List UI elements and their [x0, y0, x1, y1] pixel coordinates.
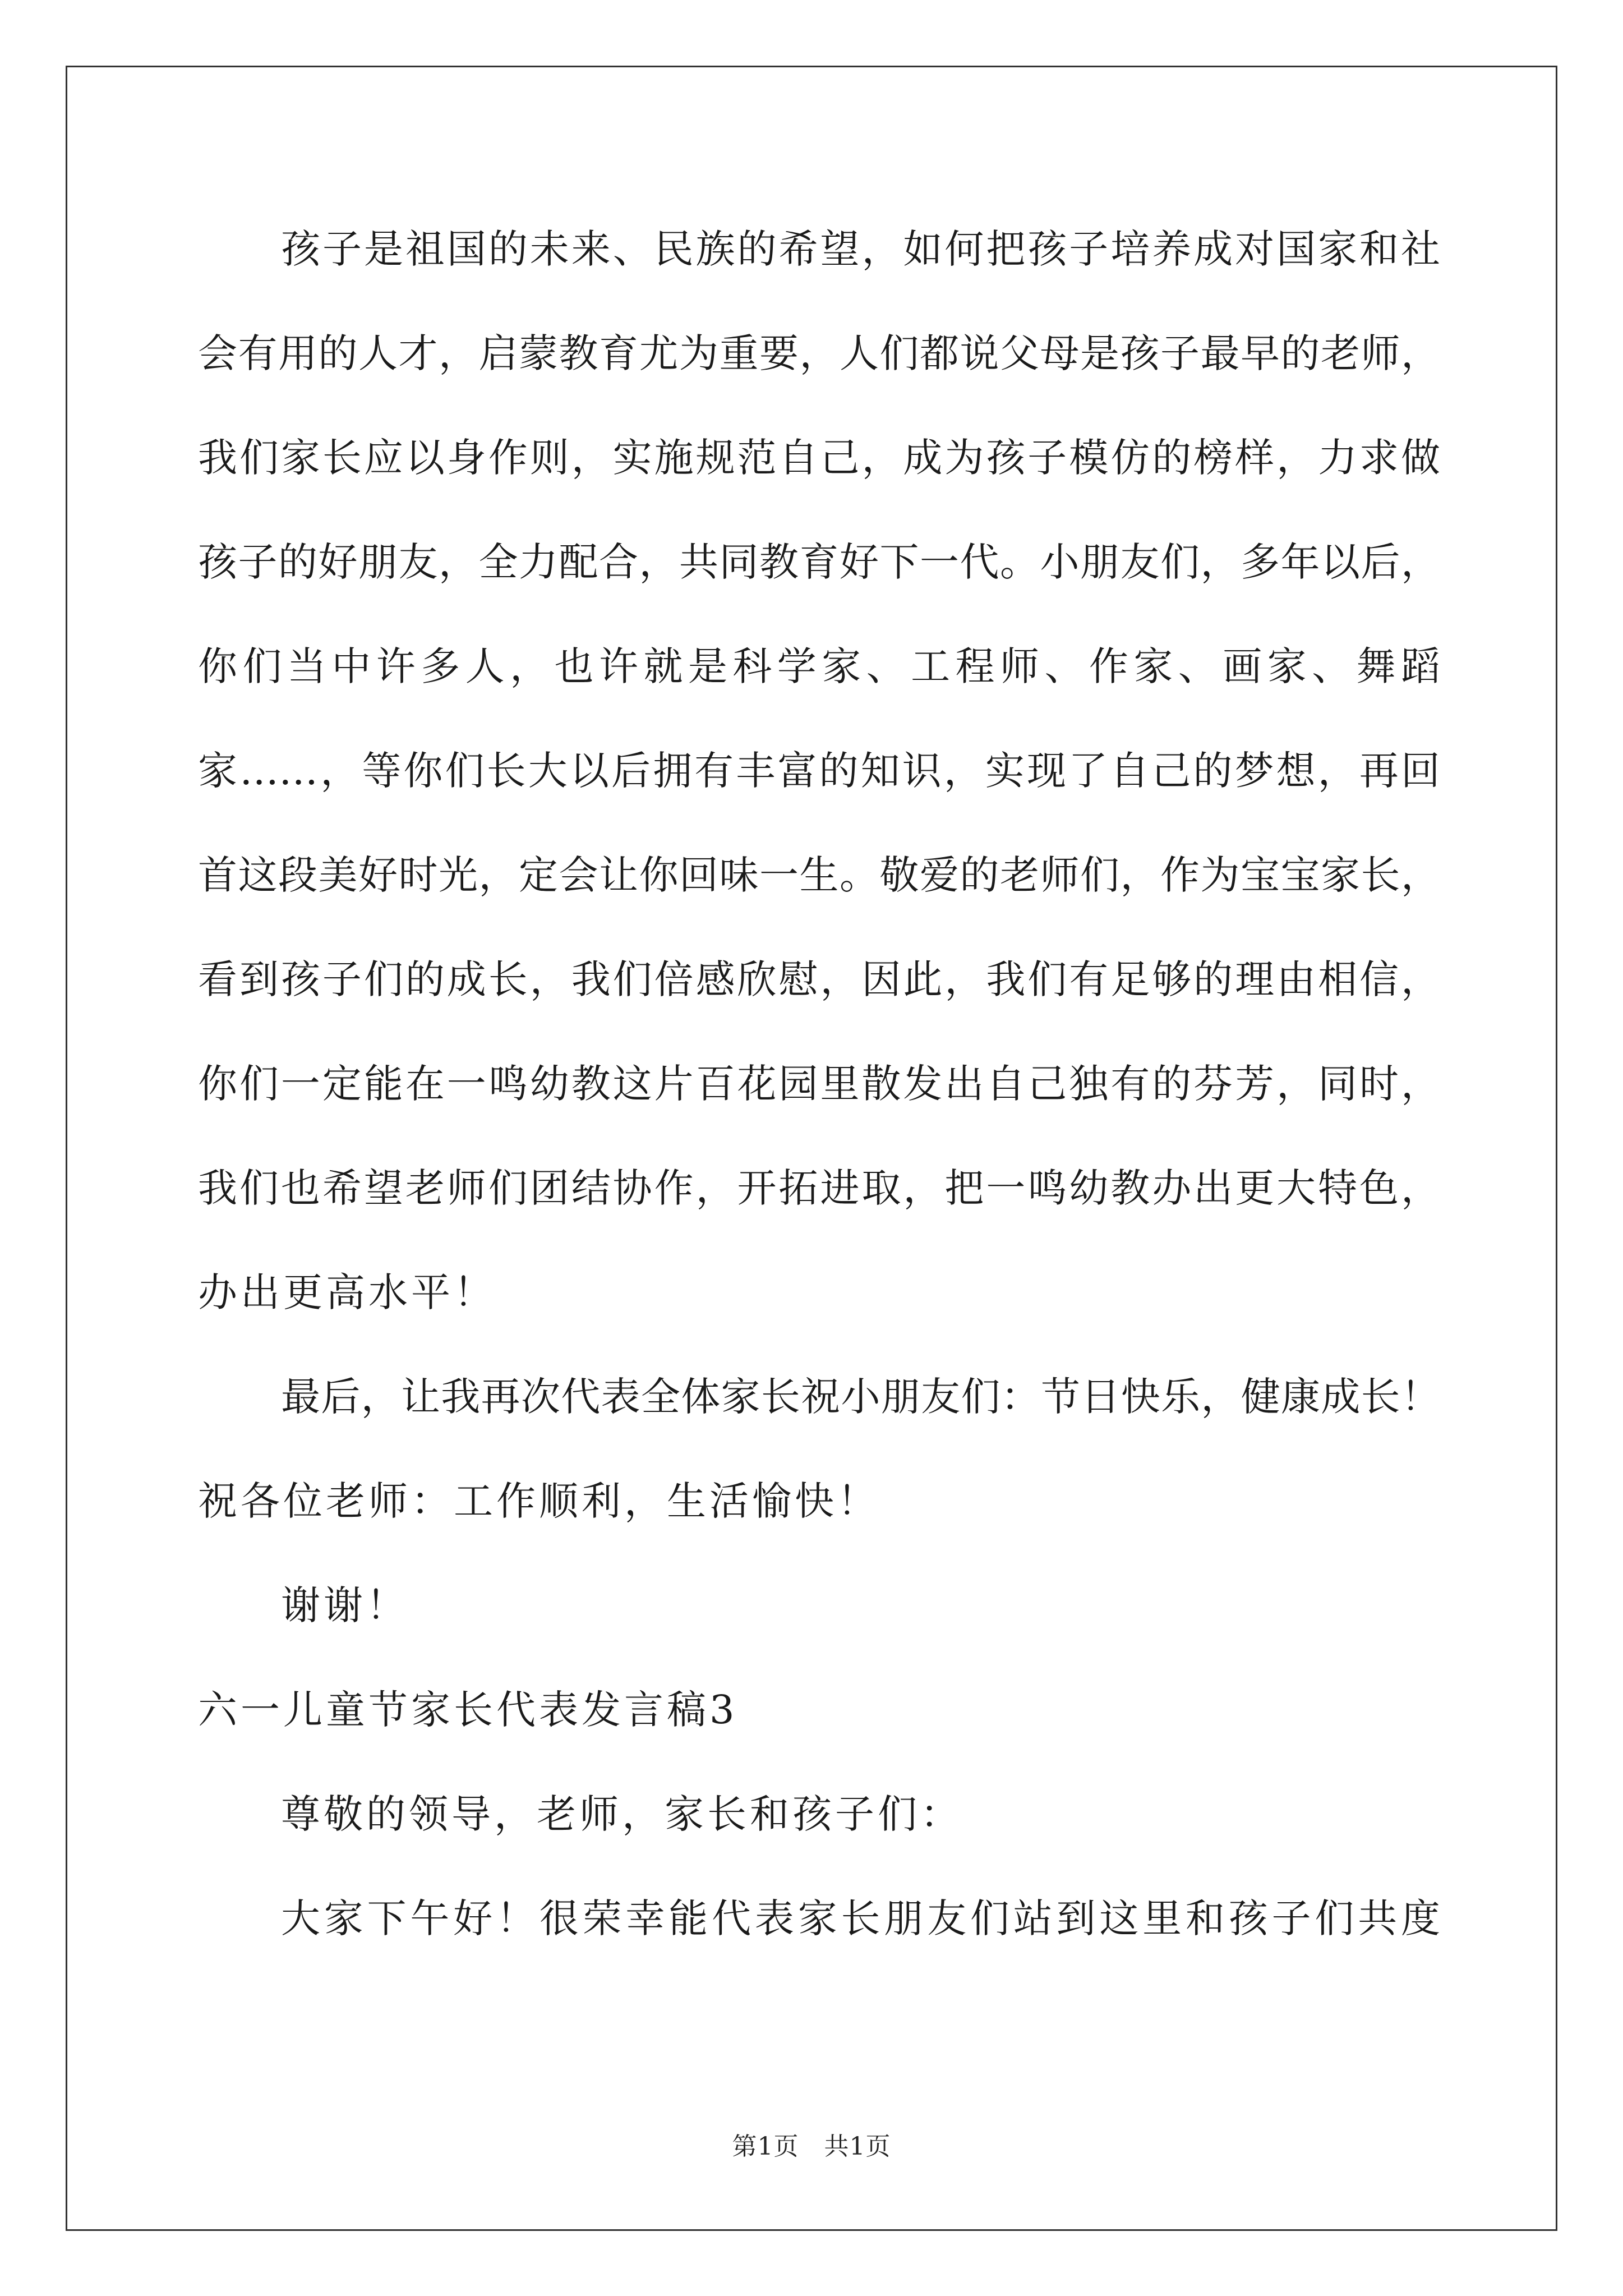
paragraph-line: 大家下午好！很荣幸能代表家长朋友们站到这里和孩子们共度	[281, 1895, 1440, 1941]
paragraph-line: 家……，等你们长大以后拥有丰富的知识，实现了自己的梦想，再回	[198, 748, 1440, 794]
paragraph-line: 你们当中许多人，也许就是科学家、工程师、作家、画家、舞蹈	[198, 643, 1440, 689]
page-number-footer: 第1页 共1页	[732, 2132, 891, 2161]
section-heading: 六一儿童节家长代表发言稿3	[198, 1687, 738, 1733]
paragraph-line: 祝各位老师：工作顺利，生活愉快！	[198, 1478, 880, 1524]
paragraph-line: 孩子的好朋友，全力配合，共同教育好下一代。小朋友们，多年以后，	[198, 539, 1440, 585]
document-body	[198, 216, 1440, 1990]
paragraph-line: 最后，让我再次代表全体家长祝小朋友们：节日快乐，健康成长！	[281, 1374, 1440, 1420]
paragraph-line: 首这段美好时光，定会让你回味一生。敬爱的老师们，作为宝宝家长，	[198, 852, 1440, 898]
paragraph-line: 我们也希望老师们团结协作，开拓进取，把一鸣幼教办出更大特色，	[198, 1165, 1440, 1211]
paragraph-line: 看到孩子们的成长，我们倍感欣慰，因此，我们有足够的理由相信，	[198, 956, 1440, 1002]
salutation-line: 尊敬的领导，老师，家长和孩子们：	[281, 1791, 963, 1837]
paragraph-line: 孩子是祖国的未来、民族的希望，如何把孩子培养成对国家和社	[281, 226, 1440, 272]
paragraph-line: 你们一定能在一鸣幼教这片百花园里散发出自己独有的芬芳，同时，	[198, 1061, 1440, 1107]
paragraph-line: 我们家长应以身作则，实施规范自己，成为孩子模仿的榜样，力求做	[198, 435, 1440, 481]
paragraph-line: 办出更高水平！	[198, 1269, 496, 1315]
paragraph-line: 谢谢！	[281, 1582, 409, 1628]
paragraph-line: 会有用的人才，启蒙教育尤为重要，人们都说父母是孩子最早的老师，	[198, 330, 1440, 376]
